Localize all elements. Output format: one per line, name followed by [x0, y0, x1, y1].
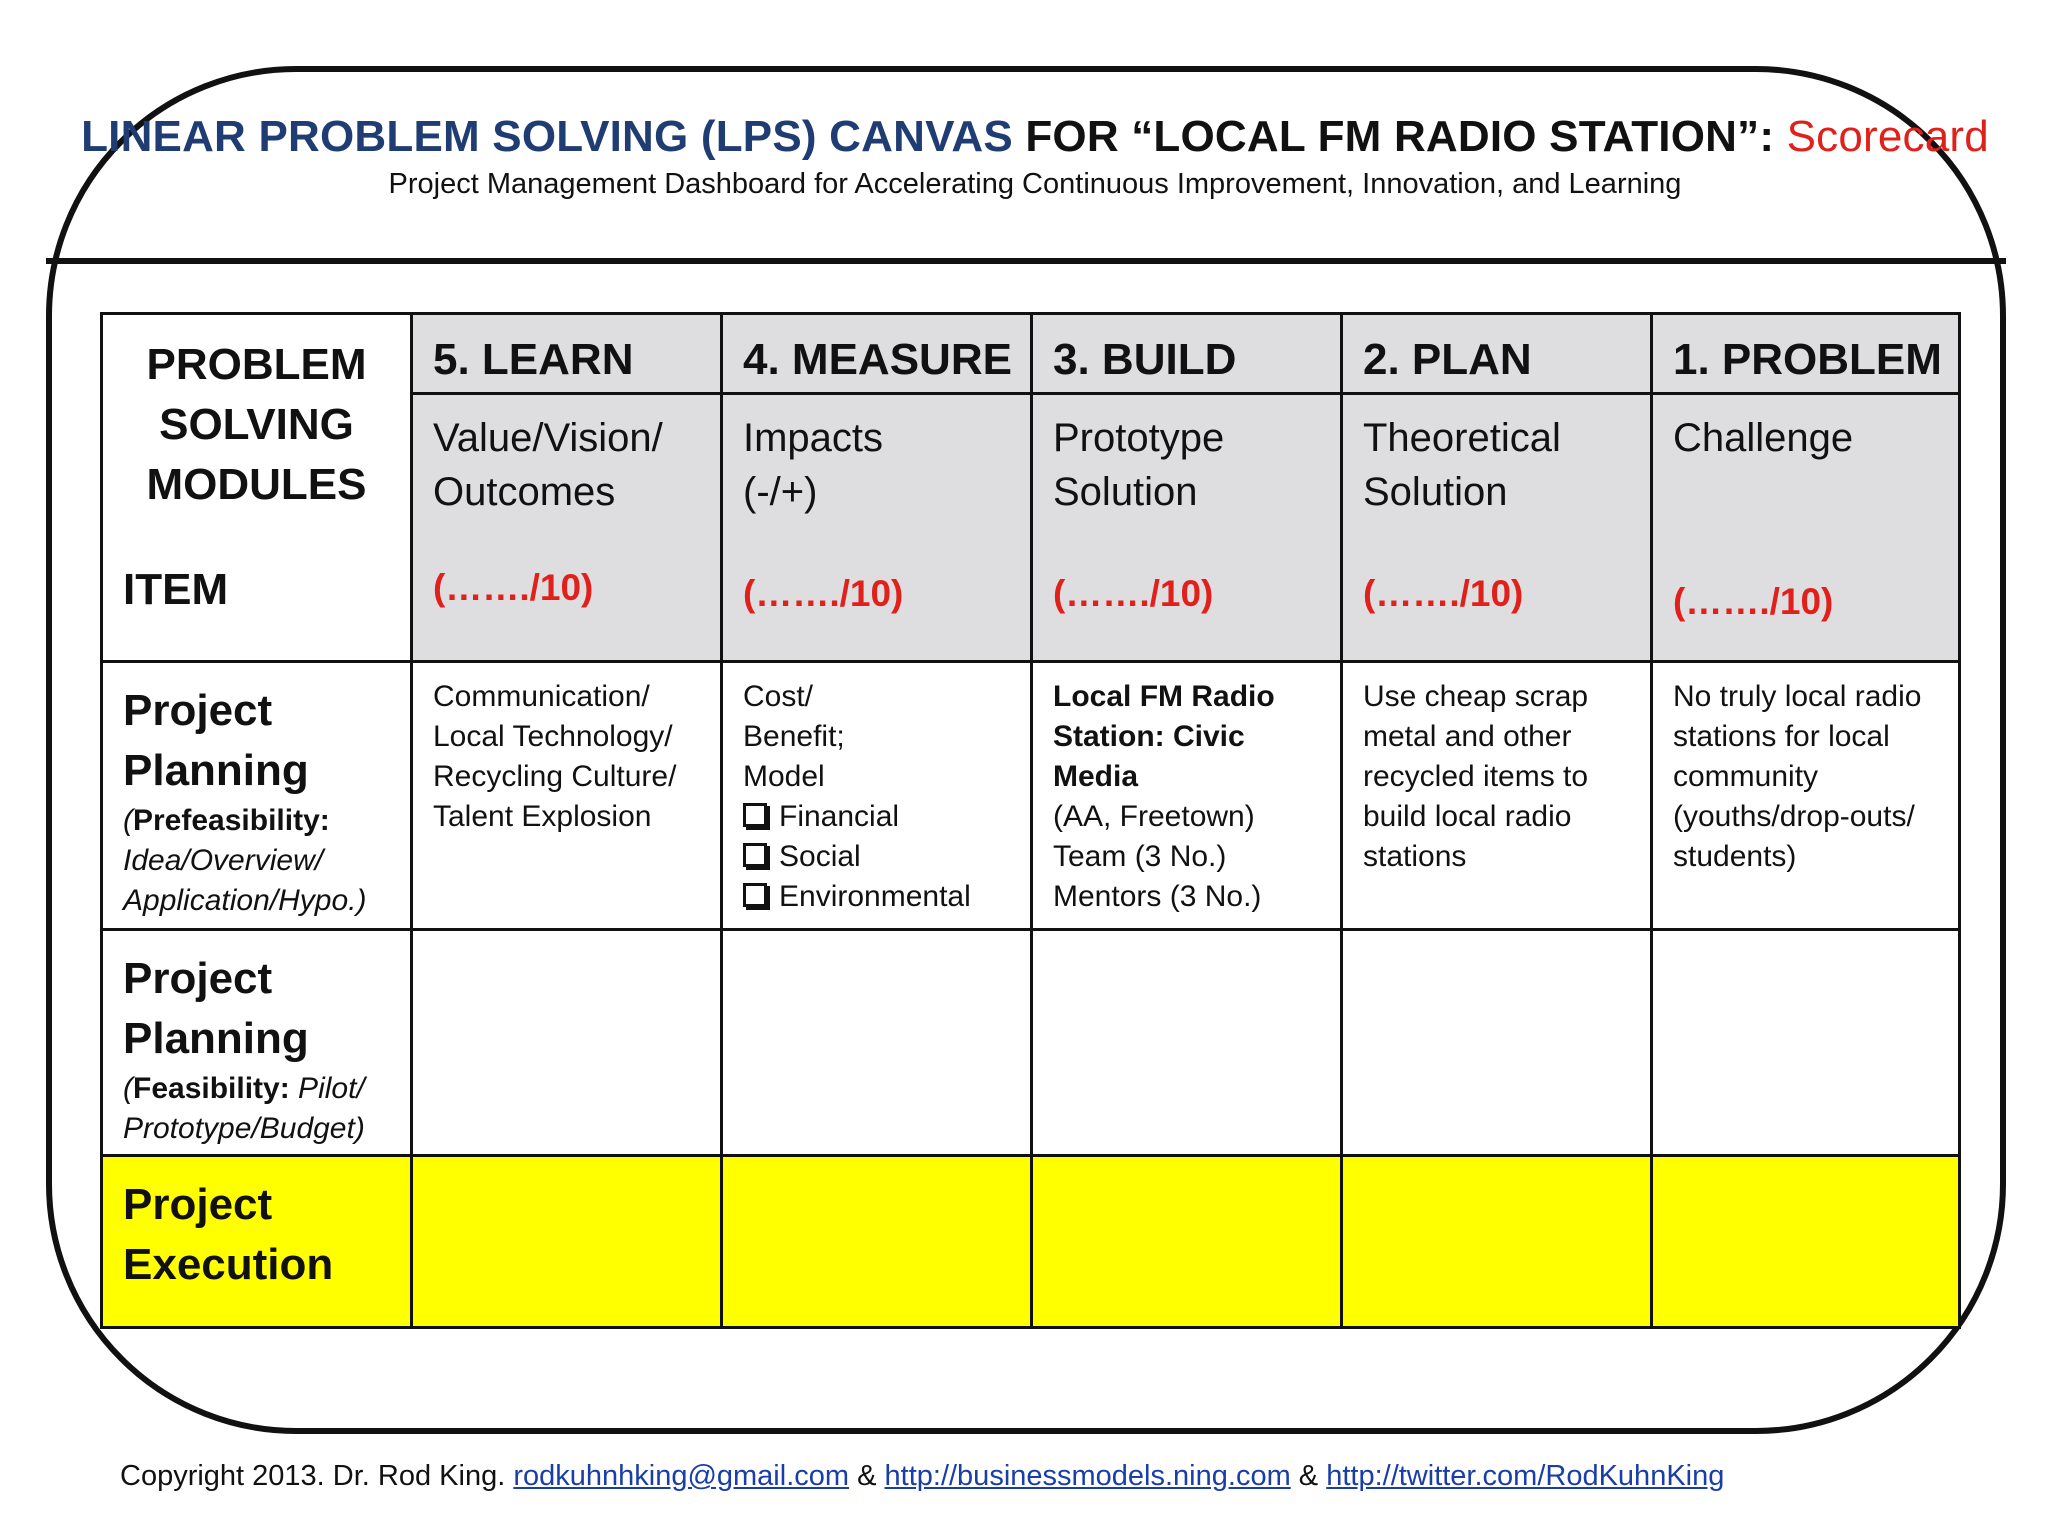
score-field: (……./10) — [743, 573, 904, 614]
row-title-line: Project — [123, 1180, 273, 1229]
cell-problem-prefeasibility — [1652, 662, 1960, 930]
row-subtitle-line — [123, 801, 410, 841]
cell-build-feasibility[interactable] — [1032, 930, 1342, 1156]
cell-line: (youths/drop-outs/ — [1673, 800, 1915, 833]
row-head-prefeasibility — [102, 662, 412, 930]
row-title-line: Planning — [123, 1014, 309, 1063]
column-subtitle-line: Outcomes — [433, 470, 616, 514]
column-subtitle-line: Impacts — [743, 416, 884, 460]
row-title-line: Project — [123, 954, 273, 1003]
cell-measure-feasibility[interactable] — [722, 930, 1032, 1156]
page-subtitle: Project Management Dashboard for Accelerating Continuous Improvement, Innovation, and Learning — [388, 168, 1682, 200]
twitter-link[interactable]: http://twitter.com/RodKuhnKing — [1326, 1460, 1725, 1492]
email-link[interactable]: rodkuhnhking@gmail.com — [513, 1460, 850, 1492]
score-field: (……./10) — [1363, 573, 1524, 614]
row-subtitle-paren: ( — [123, 804, 133, 837]
column-head: 5. LEARN — [413, 315, 720, 395]
column-subtitle-line: Solution — [1053, 470, 1198, 514]
cell-line: Talent Explosion — [433, 800, 652, 833]
title-black-part: FOR “LOCAL FM RADIO STATION”: — [1012, 112, 1787, 161]
checkbox-item — [743, 797, 1030, 837]
footer-separator: & — [849, 1460, 885, 1492]
checkbox-label: Financial — [779, 800, 900, 833]
header-row — [102, 314, 1960, 662]
cell-line: metal and other — [1363, 720, 1572, 753]
column-subtitle — [413, 395, 720, 513]
cell-build-prefeasibility — [1032, 662, 1342, 930]
row-subtitle-bold: Feasibility: — [133, 1072, 290, 1105]
cell-measure-prefeasibility — [722, 662, 1032, 930]
column-plan — [1342, 314, 1652, 662]
score-field: (……./10) — [1673, 581, 1834, 622]
column-subtitle-line: Prototype — [1053, 416, 1225, 460]
cell-line: build local radio — [1363, 800, 1572, 833]
item-label: ITEM — [123, 565, 229, 614]
header-divider — [46, 258, 2006, 264]
cell-line: stations — [1363, 840, 1467, 873]
cell-plan-feasibility[interactable] — [1342, 930, 1652, 1156]
row-prefeasibility — [102, 662, 1960, 930]
column-subtitle-line: Value/Vision/ — [433, 416, 663, 460]
checkbox-icon — [743, 843, 767, 867]
cell-line: Use cheap scrap — [1363, 680, 1589, 713]
cell-line: Cost/ — [743, 680, 814, 713]
modules-line-3: MODULES — [146, 460, 367, 509]
row-subtitle-rest: Pilot/ — [289, 1072, 365, 1105]
cell-line-bold: Local FM Radio — [1053, 680, 1275, 713]
cell-line-bold: Station: Civic — [1053, 720, 1245, 753]
cell-build-execution[interactable] — [1032, 1156, 1342, 1328]
column-head: 2. PLAN — [1343, 315, 1650, 395]
checkbox-icon — [743, 803, 767, 827]
cell-plan-execution[interactable] — [1342, 1156, 1652, 1328]
cell-problem-execution[interactable] — [1652, 1156, 1960, 1328]
cell-line: No truly local radio — [1673, 680, 1922, 713]
cell-learn-feasibility[interactable] — [412, 930, 722, 1156]
cell-line: (AA, Freetown) — [1053, 800, 1255, 833]
row-head-execution — [102, 1156, 412, 1328]
title-red-part: Scorecard — [1786, 112, 1989, 161]
checkbox-icon — [743, 883, 767, 907]
column-subtitle-line: Solution — [1363, 470, 1508, 514]
row-subtitle-paren: ( — [123, 1072, 133, 1105]
cell-measure-execution[interactable] — [722, 1156, 1032, 1328]
row-execution — [102, 1156, 1960, 1328]
column-subtitle-line: Challenge — [1673, 416, 1854, 460]
column-head: 3. BUILD — [1033, 315, 1340, 395]
column-head: 4. MEASURE — [723, 315, 1030, 395]
column-build — [1032, 314, 1342, 662]
row-head-feasibility — [102, 930, 412, 1156]
cell-line: students) — [1673, 840, 1797, 873]
cell-line: stations for local — [1673, 720, 1890, 753]
cell-problem-feasibility[interactable] — [1652, 930, 1960, 1156]
row-title-line: Execution — [123, 1240, 334, 1289]
row-subtitle-bold: Prefeasibility: — [133, 804, 330, 837]
column-head: 1. PROBLEM — [1653, 315, 1958, 395]
column-subtitle-line: Theoretical — [1363, 416, 1561, 460]
cell-line: Model — [743, 760, 825, 793]
column-subtitle — [1653, 395, 1958, 513]
row-subtitle-line — [123, 1069, 410, 1109]
column-subtitle-line: (-/+) — [743, 470, 818, 514]
cell-learn-prefeasibility — [412, 662, 722, 930]
row-subtitle-line: Prototype/Budget) — [123, 1112, 365, 1145]
cell-line: Recycling Culture/ — [433, 760, 677, 793]
cell-learn-execution[interactable] — [412, 1156, 722, 1328]
businessmodels-link[interactable]: http://businessmodels.ning.com — [884, 1460, 1291, 1492]
row-title-line: Project — [123, 686, 273, 735]
cell-line: recycled items to — [1363, 760, 1589, 793]
page-title — [0, 112, 2048, 162]
modules-label — [103, 315, 410, 515]
cell-line: Communication/ — [433, 680, 650, 713]
footer — [120, 1460, 1724, 1493]
column-learn — [412, 314, 722, 662]
score-field: (……./10) — [1053, 573, 1214, 614]
column-subtitle — [1033, 395, 1340, 513]
cell-line: Benefit; — [743, 720, 845, 753]
copyright-text: Copyright 2013. Dr. Rod King. — [120, 1460, 514, 1492]
corner-cell — [102, 314, 412, 662]
row-title-line: Planning — [123, 746, 309, 795]
modules-line-2: SOLVING — [159, 400, 354, 449]
column-subtitle — [1343, 395, 1650, 513]
cell-line: community — [1673, 760, 1819, 793]
score-field: (……./10) — [433, 567, 594, 608]
cell-line: Team (3 No.) — [1053, 840, 1227, 873]
row-feasibility — [102, 930, 1960, 1156]
modules-line-1: PROBLEM — [146, 340, 367, 389]
checkbox-label: Environmental — [779, 880, 971, 913]
title-blue-part: LINEAR PROBLEM SOLVING (LPS) CANVAS — [81, 112, 1013, 161]
cell-line-bold: Media — [1053, 760, 1139, 793]
cell-plan-prefeasibility — [1342, 662, 1652, 930]
cell-line: Mentors (3 No.) — [1053, 880, 1262, 913]
checkbox-item — [743, 877, 1030, 917]
checkbox-label: Social — [779, 840, 861, 873]
footer-separator: & — [1290, 1460, 1327, 1492]
row-subtitle-line: Application/Hypo.) — [123, 884, 367, 917]
cell-line: Local Technology/ — [433, 720, 673, 753]
lps-canvas-table — [100, 312, 1961, 1329]
checkbox-item — [743, 837, 1030, 877]
column-measure — [722, 314, 1032, 662]
column-problem — [1652, 314, 1960, 662]
row-subtitle-line: Idea/Overview/ — [123, 844, 324, 877]
column-subtitle — [723, 395, 1030, 513]
